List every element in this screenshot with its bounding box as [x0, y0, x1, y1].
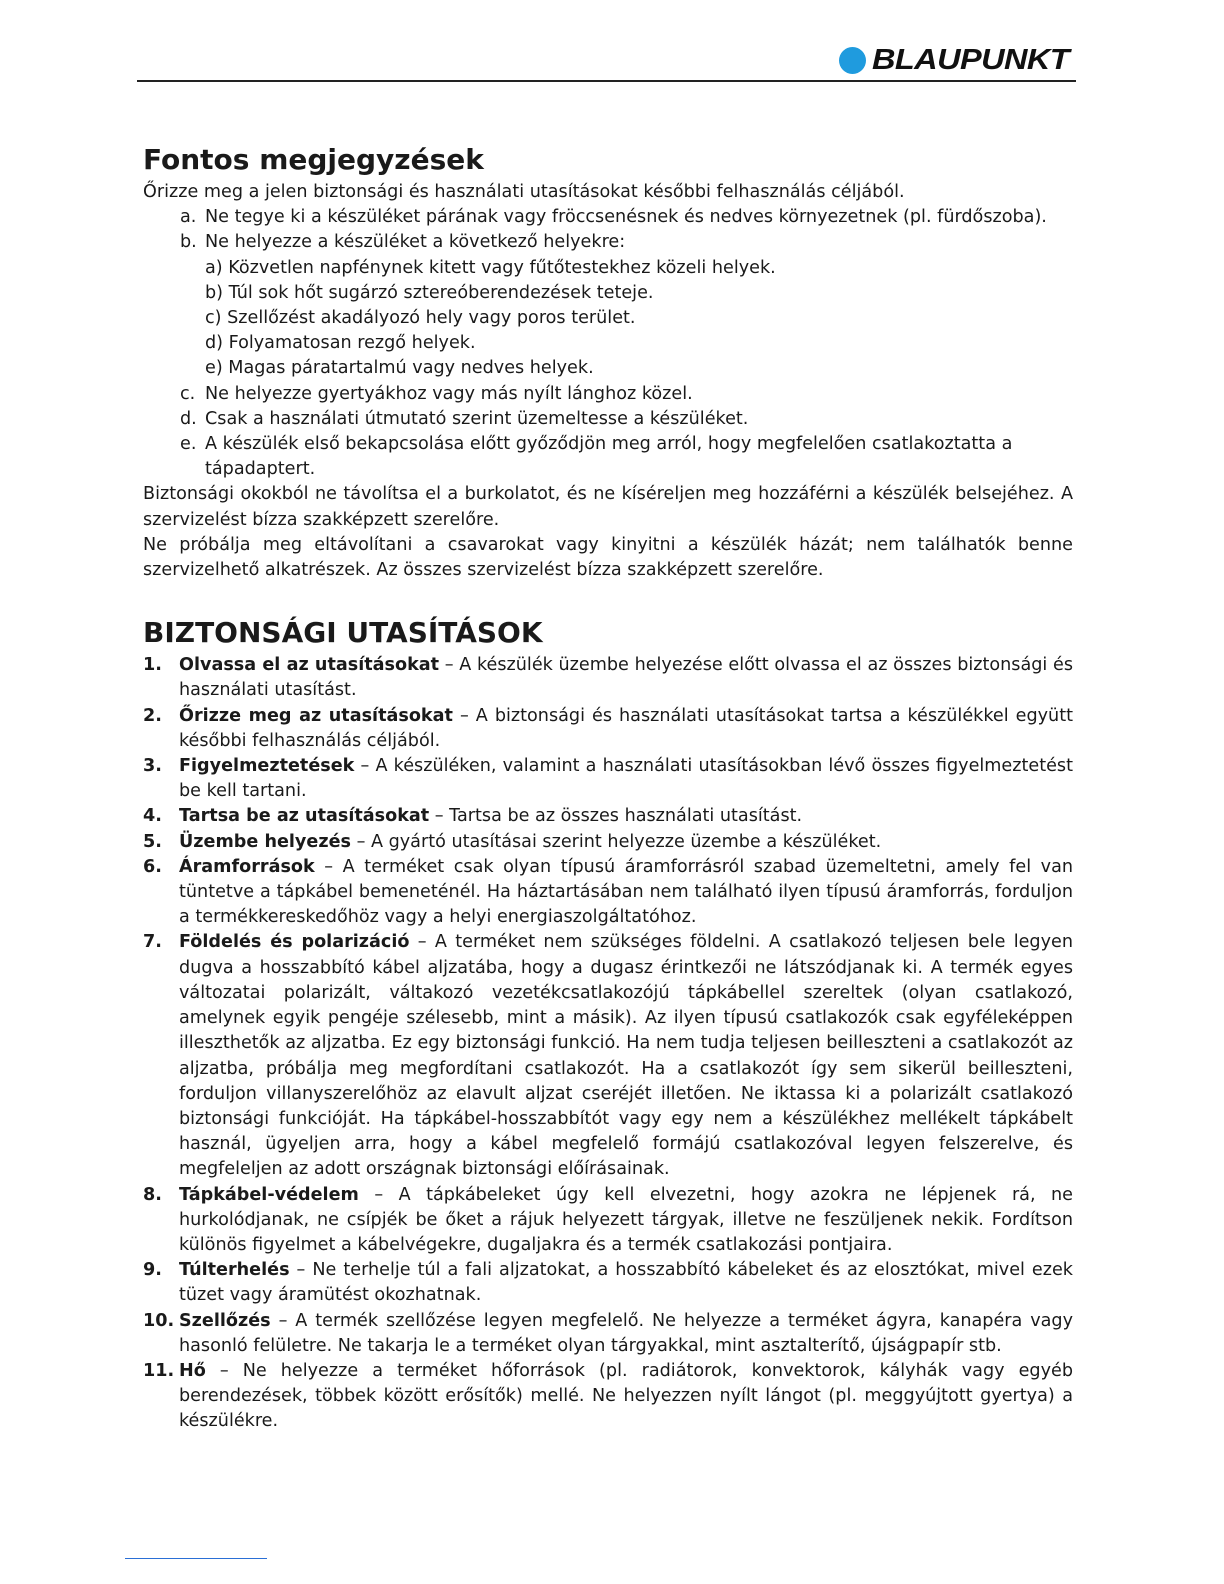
list-item: d. Csak a használati útmutató szerint üzemeltesse a készüléket.	[180, 408, 749, 429]
safety-title: BIZTONSÁGI UTASÍTÁSOK	[143, 616, 543, 650]
list-item: 2. Őrizze meg az utasításokat – A biztonsági és használati utasításokat tartsa a készülékkel együtt későbbi felhasználás céljából.	[143, 705, 1074, 751]
notes-list	[143, 205, 1073, 482]
brand-dot-icon	[839, 47, 866, 74]
notes-paragraph-1: Biztonsági okokból ne távolítsa el a burkolatot, és ne kíséreljen meg hozzáférni a készülék belsejéhez. A szervizelést bízza szakképzett szerelőre.	[143, 484, 1073, 530]
sub-list-item: c) Szellőzést akadályozó hely vagy poros terület.	[205, 308, 636, 329]
sub-list-item: a) Közvetlen napfénynek kitett vagy fűtőtestekhez közeli helyek.	[205, 257, 776, 278]
list-item: 8. Tápkábel-védelem – A tápkábeleket úgy kell elvezetni, hogy azokra ne lépjenek rá, ne hurkolódjanak, ne csípjék be őket a rájuk helyezett tárgyak, illetve ne feszüljenek nekik. Fordítson különös figyelmet a kábelvégekre, dugaljakra és a termék csatlakozási pontjaira.	[143, 1184, 1073, 1255]
brand-logo	[839, 44, 1072, 77]
list-item: b. Ne helyezze a készüléket a következő helyekre: a) Közvetlen napfénynek kitett vagy fűtőtestekhez közeli helyek. b) Túl sok hőt sugárzó sztereóberendezések teteje. c) Szellőzést akadályozó hely vagy poros terület. d) Folyamatosan rezgő helyek. e) Magas páratartalmú vagy nedves helyek.	[143, 230, 1073, 381]
notes-paragraph-2: Ne próbálja meg eltávolítani a csavarokat vagy kinyitni a készülék házát; nem találhatók benne szervizelhető alkatrészek. Az összes szervizelést bízza szakképzett szerelőre.	[143, 534, 1073, 581]
list-item: 6. Áramforrások – A terméket csak olyan típusú áramforrásról szabad üzemeltetni, amely fel van tüntetve a tápkábel bemeneténél. Ha háztartásában nem található ilyen típusú áramforrás, forduljon a termékkereskedőhöz vagy a helyi energiaszolgáltatóhoz.	[143, 856, 1073, 928]
sub-list	[143, 256, 1073, 382]
safety-list	[143, 653, 1073, 1434]
page-header	[137, 40, 1076, 84]
list-item: c. Ne helyezze gyertyákhoz vagy más nyílt lánghoz közel.	[180, 383, 693, 404]
list-item: 4. Tartsa be az utasításokat – Tartsa be az összes használati utasítást.	[143, 806, 803, 827]
list-item: 9. Túlterhelés – Ne terhelje túl a fali aljzatokat, a hosszabbító kábeleket és az elosztókat, mivel ezek tüzet vagy áramütést okozhatnak.	[143, 1260, 1073, 1306]
list-item: e. A készülék első bekapcsolása előtt győződjön meg arról, hogy megfelelően csatlakoztatta a tápadaptert.	[180, 434, 1013, 480]
brand-name: BLAUPUNKT	[872, 44, 1070, 76]
list-item: 1. Olvassa el az utasításokat – A készülék üzembe helyezése előtt olvassa el az összes biztonsági és használati utasítást.	[143, 655, 1074, 701]
list-item: 10. Szellőzés – A termék szellőzése legyen megfelelő. Ne helyezze a terméket ágyra, kanapéra vagy hasonló felületre. Ne takarja le a terméket olyan tárgyakkal, mint asztalterítő, újságpapír stb.	[143, 1310, 1073, 1356]
sub-list-item: e) Magas páratartalmú vagy nedves helyek.	[205, 358, 594, 379]
list-item: 11. Hő – Ne helyezze a terméket hőforrások (pl. radiátorok, konvektorok, kályhák vagy egyéb berendezések, többek között erősítők) mellé. Ne helyezzen nyílt lángot (pl. meggyújtott gyertya) a készülékre.	[143, 1360, 1073, 1432]
footnote-divider	[125, 1558, 267, 1559]
sub-list-item: d) Folyamatosan rezgő helyek.	[205, 333, 476, 354]
notes-intro: Őrizze meg a jelen biztonsági és használati utasításokat későbbi felhasználás céljából.	[143, 182, 905, 202]
page-content	[143, 140, 1073, 1435]
list-item: 7. Földelés és polarizáció – A terméket nem szükséges földelni. A csatlakozó teljesen bele legyen dugva a hosszabbító kábel aljzatába, hogy a dugasz érintkezői ne látszódjanak ki. A termék egyes változatai polarizált, váltakozó vezetékcsatlakozójú tápkábellel szereltek (olyan csatlakozó, amelynek egyik pengéje szélesebb, mint a másik). Az ilyen típusú csatlakozók csak egyféleképpen illeszthetők az aljzatba. Ez egy biztonsági funkció. Ha nem tudja teljesen beilleszteni a csatlakozót az aljzatba, próbálja meg megfordítani csatlakozót. Ha a csatlakozót így sem sikerül beilleszteni, forduljon villanyszerelőhöz az elavult aljzat cseréjét illetően. Ne iktassa ki a polarizált csatlakozó biztonsági funkcióját. Ha tápkábel-hosszabbítót vagy egy nem a készülékhez mellékelt tápkábelt használ, ügyeljen arra, hogy a kábel megfelelő formájú csatlakozóval legyen felszerelve, és megfeleljen az adott országnak biztonsági előírásainak.	[143, 932, 1073, 1180]
list-item: 5. Üzembe helyezés – A gyártó utasításai szerint helyezze üzembe a készüléket.	[143, 831, 882, 852]
list-item: a. Ne tegye ki a készüléket párának vagy fröccsenésnek és nedves környezetnek (pl. fürdőszoba).	[180, 207, 1047, 228]
list-item: 3. Figyelmeztetések – A készüléken, valamint a használati utasításokban lévő összes figyelmeztetést be kell tartani.	[143, 756, 1073, 802]
sub-list-item: b) Túl sok hőt sugárzó sztereóberendezések teteje.	[205, 282, 654, 303]
notes-title: Fontos megjegyzések	[143, 143, 484, 176]
header-rule	[137, 80, 1076, 82]
